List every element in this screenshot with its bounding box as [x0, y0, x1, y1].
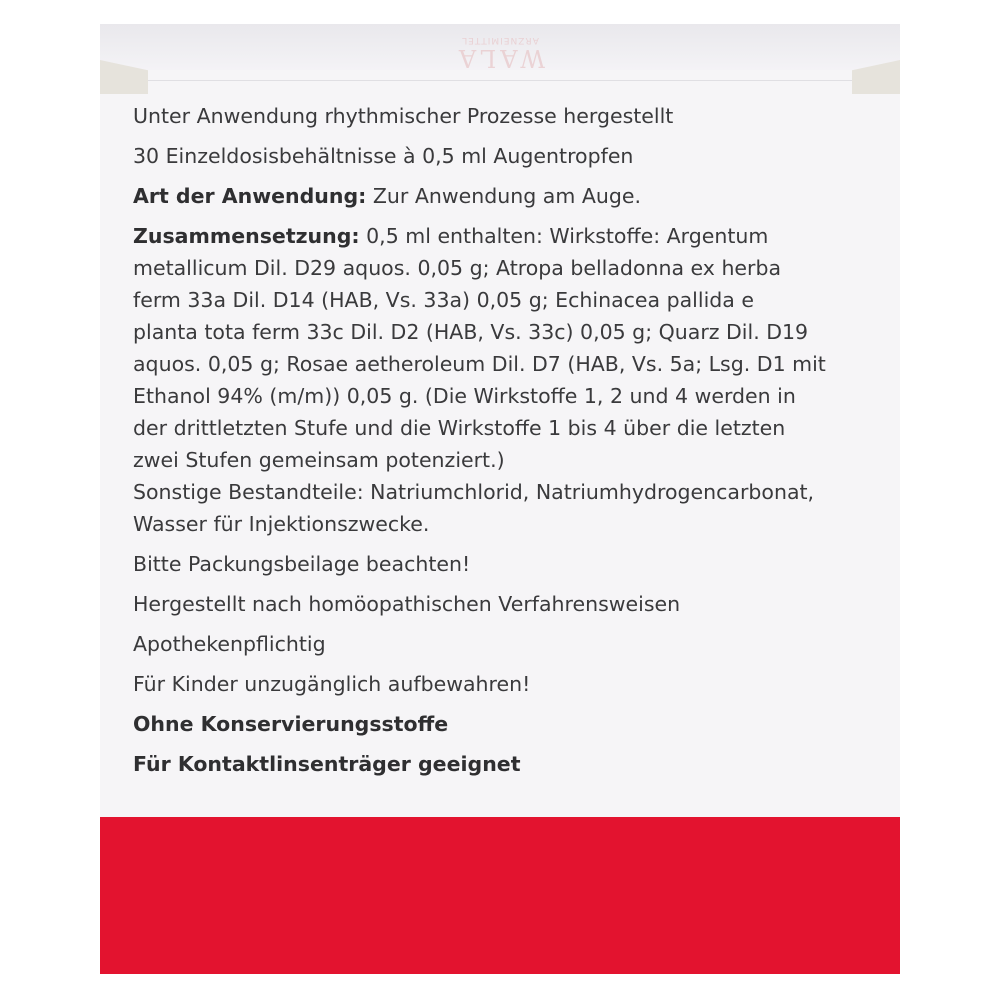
- composition-label: Zusammensetzung:: [133, 224, 360, 248]
- application-text: Zur Anwendung am Auge.: [366, 184, 641, 208]
- preservative-free-note: Ohne Konservierungsstoffe: [133, 712, 449, 736]
- other-ingredients-line-1: Sonstige Bestandteile: Natriumchlorid, Natriumhydrogencarbonat,: [133, 480, 815, 504]
- contact-lens-note: Für Kontaktlinsenträger geeignet: [133, 752, 521, 776]
- package-contents: 30 Einzeldosisbehältnisse à 0,5 ml Augentropfen: [133, 144, 634, 168]
- composition-line-3: ferm 33a Dil. D14 (HAB, Vs. 33a) 0,05 g; Echinacea pallida e: [133, 288, 754, 312]
- homeopathic-note: Hergestellt nach homöopathischen Verfahrensweisen: [133, 592, 681, 616]
- red-band: [100, 817, 900, 974]
- composition-line-7: der drittletzten Stufe und die Wirkstoffe 1 bis 4 über die letzten: [133, 416, 786, 440]
- logo-word: WALA: [454, 44, 546, 72]
- composition-line-8: zwei Stufen gemeinsam potenziert.): [133, 448, 505, 472]
- leaflet-note: Bitte Packungsbeilage beachten!: [133, 552, 471, 576]
- composition-block: [133, 220, 873, 540]
- composition-text-1: 0,5 ml enthalten: Wirkstoffe: Argentum: [359, 224, 769, 248]
- flap-edge: [148, 80, 852, 81]
- logo-subtitle: ARZNEIMITTEL: [461, 35, 539, 45]
- production-note: Unter Anwendung rhythmischer Prozesse hergestellt: [133, 104, 674, 128]
- composition-line-1: [133, 220, 873, 252]
- composition-line-2: metallicum Dil. D29 aquos. 0,05 g; Atropa belladonna ex herba: [133, 256, 782, 280]
- brand-logo: [420, 34, 580, 70]
- composition-line-6: Ethanol 94% (m/m)) 0,05 g. (Die Wirkstoffe 1, 2 und 4 werden in: [133, 384, 796, 408]
- other-ingredients-line-2: Wasser für Injektionszwecke.: [133, 512, 430, 536]
- composition-line-5: aquos. 0,05 g; Rosae aetheroleum Dil. D7 (HAB, Vs. 5a; Lsg. D1 mit: [133, 352, 826, 376]
- application-label: Art der Anwendung:: [133, 184, 367, 208]
- children-warning: Für Kinder unzugänglich aufbewahren!: [133, 672, 531, 696]
- pharmacy-only-note: Apothekenpflichtig: [133, 632, 326, 656]
- composition-line-4: planta tota ferm 33c Dil. D2 (HAB, Vs. 33c) 0,05 g; Quarz Dil. D19: [133, 320, 809, 344]
- package-text: [133, 100, 873, 780]
- package-back-side: [100, 24, 900, 974]
- application-line: [133, 180, 873, 212]
